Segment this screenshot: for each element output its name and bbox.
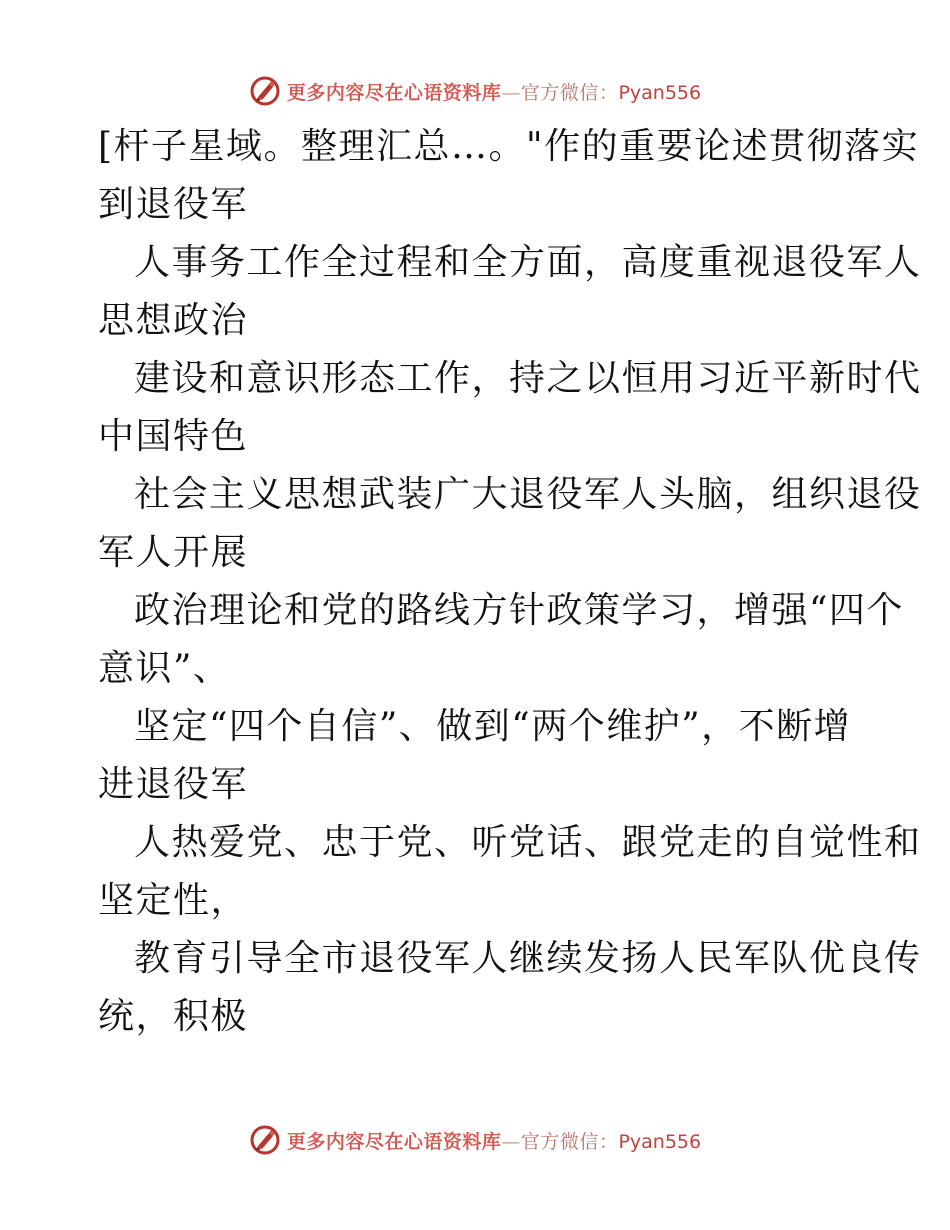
text-line: 进退役军: [98, 764, 249, 805]
text-line: 军人开展: [98, 532, 249, 573]
banner-wechat-label: 官方微信：: [520, 1130, 619, 1153]
text-line: [杆子星域。整理汇总…。"作的重要论述贯彻落实: [98, 126, 920, 167]
banner-wechat-id: Pyan556: [618, 81, 702, 104]
banner-wechat-label: 官方微信：: [520, 81, 619, 104]
text-line: 人事务工作全过程和全方面，高度重视退役军人: [134, 242, 922, 283]
banner-wechat-id: Pyan556: [618, 1130, 702, 1153]
text-line: 建设和意识形态工作，持之以恒用习近平新时代: [134, 358, 922, 399]
text-line: 社会主义思想武装广大退役军人头脑，组织退役: [134, 474, 922, 515]
banner-slogan: 更多内容尽在心语资料库: [286, 81, 502, 104]
footer-banner: [0, 1120, 950, 1160]
pen-logo-icon: [249, 75, 281, 107]
text-line: 中国特色: [98, 416, 249, 457]
banner-slogan: 更多内容尽在心语资料库: [286, 1130, 502, 1153]
document-body: [98, 118, 922, 1046]
text-line: 人热爱党、忠于党、听党话、跟党走的自觉性和: [134, 822, 922, 863]
text-line: 坚定“四个自信”、做到“两个维护”，不断增: [134, 706, 852, 747]
banner-dash: —: [501, 81, 521, 104]
banner-dash: —: [501, 1130, 521, 1153]
text-line: 坚定性，: [98, 880, 249, 921]
text-line: 政治理论和党的路线方针政策学习，增强“四个: [134, 590, 904, 631]
text-line: 到退役军: [98, 184, 249, 225]
text-line: 教育引导全市退役军人继续发扬人民军队优良传: [134, 938, 922, 979]
text-line: 意识”、: [98, 648, 231, 689]
pen-logo-icon: [249, 1124, 281, 1156]
text-line: 统，积极: [98, 996, 249, 1037]
text-line: 思想政治: [98, 300, 249, 341]
header-banner: [0, 71, 950, 111]
